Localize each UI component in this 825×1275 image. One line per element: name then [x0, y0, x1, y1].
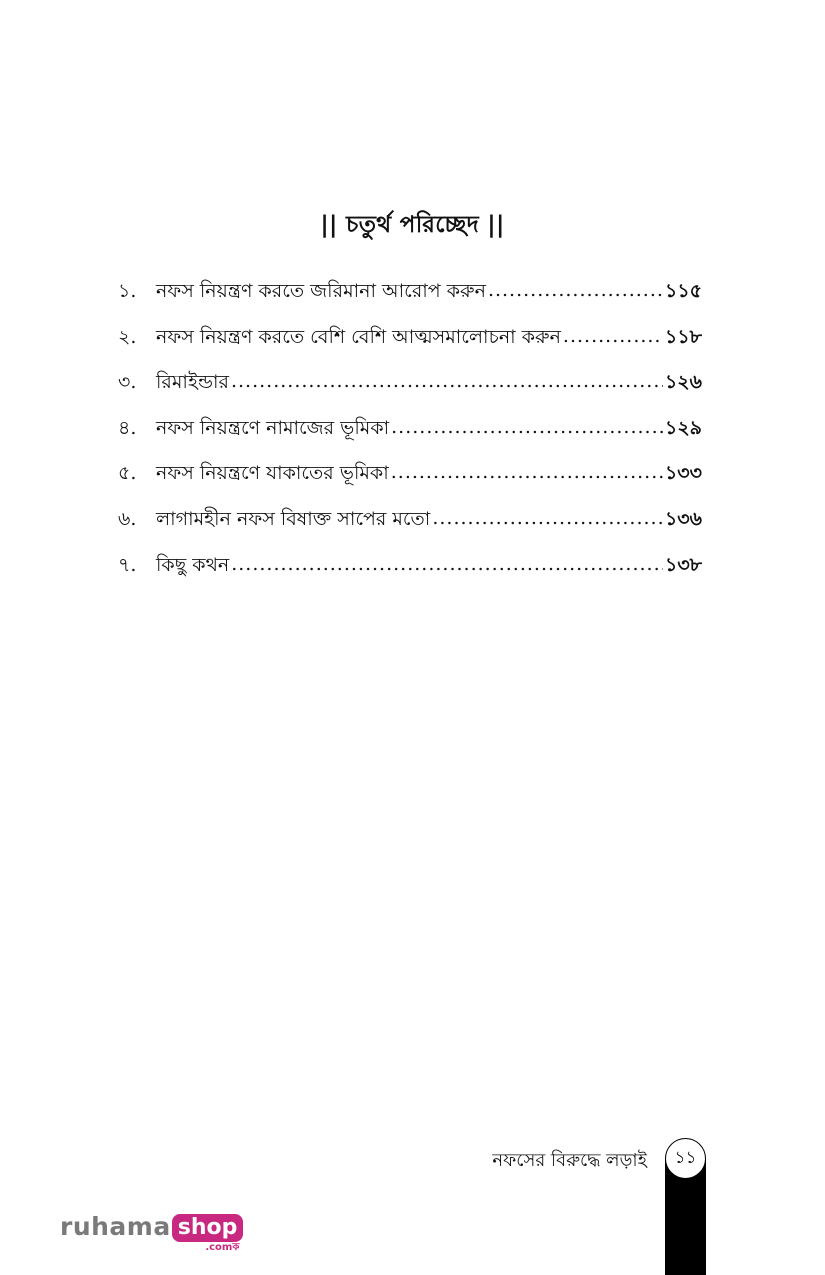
toc-entry-1 [118, 277, 702, 323]
running-footer-book-title: নফসের বিরুদ্ধে লড়াই [492, 1150, 647, 1171]
toc-entry-page: ১১৫ [665, 280, 702, 302]
toc-dot-leader [563, 325, 663, 347]
toc-dot-leader [231, 370, 663, 392]
logo-shop-text: shop [172, 1214, 244, 1242]
chapter-heading: || চতুর্থ পরিচ্ছেদ || [320, 212, 505, 238]
toc-entry-number: ২. [118, 325, 137, 348]
toc-entry-7 [118, 551, 702, 597]
toc-entry-4 [118, 414, 702, 460]
toc-dot-leader [488, 279, 663, 301]
toc-entry-number: ১. [118, 280, 137, 302]
toc-entry-3 [118, 368, 702, 414]
toc-entry-page: ১৩৮ [664, 553, 702, 576]
toc-entry-number: ৭. [118, 553, 137, 576]
toc-entry-page: ১২৬ [664, 371, 702, 394]
toc-entry-number: ৬. [118, 507, 137, 530]
toc-entry-title: কিছু কথন [156, 553, 230, 576]
ruhamashop-logo [60, 1212, 243, 1254]
table-of-contents [118, 277, 702, 596]
toc-entry-title: নফস নিয়ন্ত্রণে যাকাতের ভূমিকা [156, 462, 389, 485]
logo-com-text: .comক [205, 1242, 240, 1253]
logo-shop-badge [172, 1212, 244, 1254]
toc-dot-leader [391, 416, 663, 438]
toc-entry-page: ১৩৩ [664, 462, 702, 485]
toc-entry-number: ৩. [118, 371, 137, 394]
toc-entry-title: নফস নিয়ন্ত্রণ করতে বেশি বেশি আত্মসমালোচনা করুন [156, 325, 561, 348]
toc-entry-page: ১৩৬ [664, 507, 702, 530]
toc-entry-2 [118, 323, 702, 369]
toc-entry-number: ৪. [118, 416, 137, 439]
toc-dot-leader [391, 461, 663, 483]
page-number: ১১ [665, 1138, 706, 1179]
toc-entry-title: নফস নিয়ন্ত্রণ করতে জরিমানা আরোপ করুন [156, 280, 486, 302]
toc-entry-6 [118, 505, 702, 551]
toc-dot-leader [231, 553, 663, 575]
toc-entry-number: ৫. [118, 462, 137, 485]
toc-dot-leader [432, 507, 663, 529]
toc-entry-title: লাগামহীন নফস বিষাক্ত সাপের মতো [156, 507, 431, 530]
logo-ruhama-text: ruhama [60, 1212, 171, 1241]
toc-entry-5 [118, 459, 702, 505]
toc-entry-page: ১২৯ [664, 416, 702, 439]
toc-entry-title: রিমাইন্ডার [156, 371, 229, 394]
toc-entry-title: নফস নিয়ন্ত্রণে নামাজের ভূমিকা [156, 416, 390, 439]
toc-entry-page: ১১৮ [665, 325, 702, 348]
